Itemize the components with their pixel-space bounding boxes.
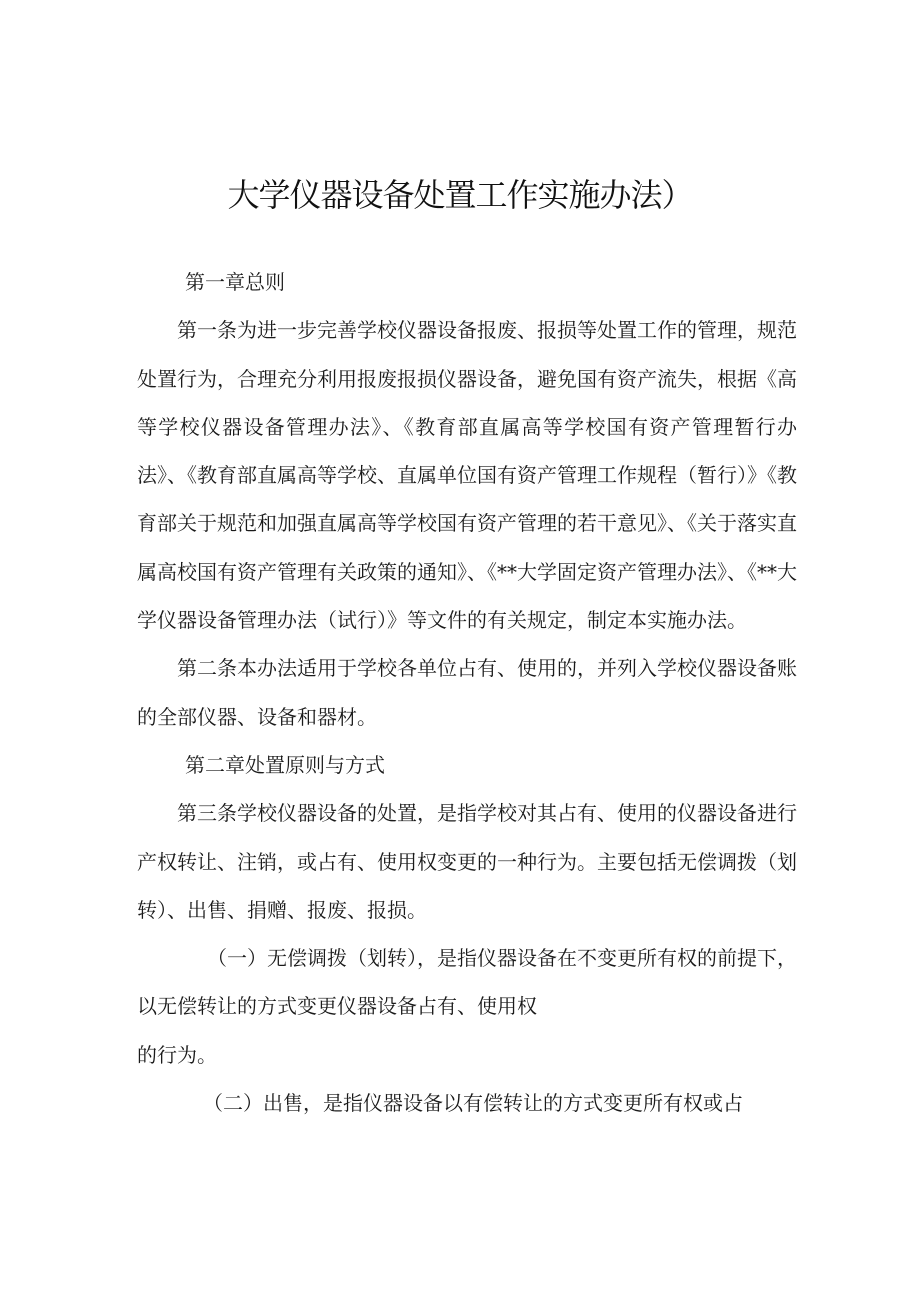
article-3-item-1: （一）无偿调拨（划转），是指仪器设备在不变更所有权的前提下，以无偿转让的方式变更仪器设备占有、使用权 [137, 946, 797, 1019]
document-title: 大学仪器设备处置工作实施办法） [227, 176, 693, 214]
article-1: 第一条为进一步完善学校仪器设备报废、报损等处置工作的管理，规范处置行为，合理充分利用报废报损仪器设备，避免国有资产流失，根据《高等学校仪器设备管理办法》、《教育部直属高等学校国有资产管理暂行办法》、《教育部直属高等学校、直属单位国有资产管理工作规程（暂行）》《教育部关于规范和加强直属高等学校国有资产管理的若干意见》、《关于落实直属高校国有资产管理有关政策的通知》、《**大学固定资产管理办法》、《**大学仪器设备管理办法（试行）》等文件的有关规定，制定本实施办法。 [137, 318, 797, 633]
chapter-1-heading: 第一章总则 [185, 270, 285, 294]
chapter-2-heading: 第二章处置原则与方式 [185, 752, 385, 777]
article-2: 第二条本办法适用于学校各单位占有、使用的，并列入学校仪器设备账的全部仪器、设备和器材。 [137, 656, 797, 729]
document-body [137, 258, 797, 1127]
article-3: 第三条学校仪器设备的处置，是指学校对其占有、使用的仪器设备进行产权转让、注销，或占有、使用权变更的一种行为。主要包括无偿调拨（划转）、出售、捐赠、报废、报损。 [137, 801, 797, 922]
article-3-item-1-continuation: 的行为。 [137, 1042, 217, 1067]
article-3-item-2: （二）出售，是指仪器设备以有偿转让的方式变更所有权或占 [203, 1091, 743, 1116]
